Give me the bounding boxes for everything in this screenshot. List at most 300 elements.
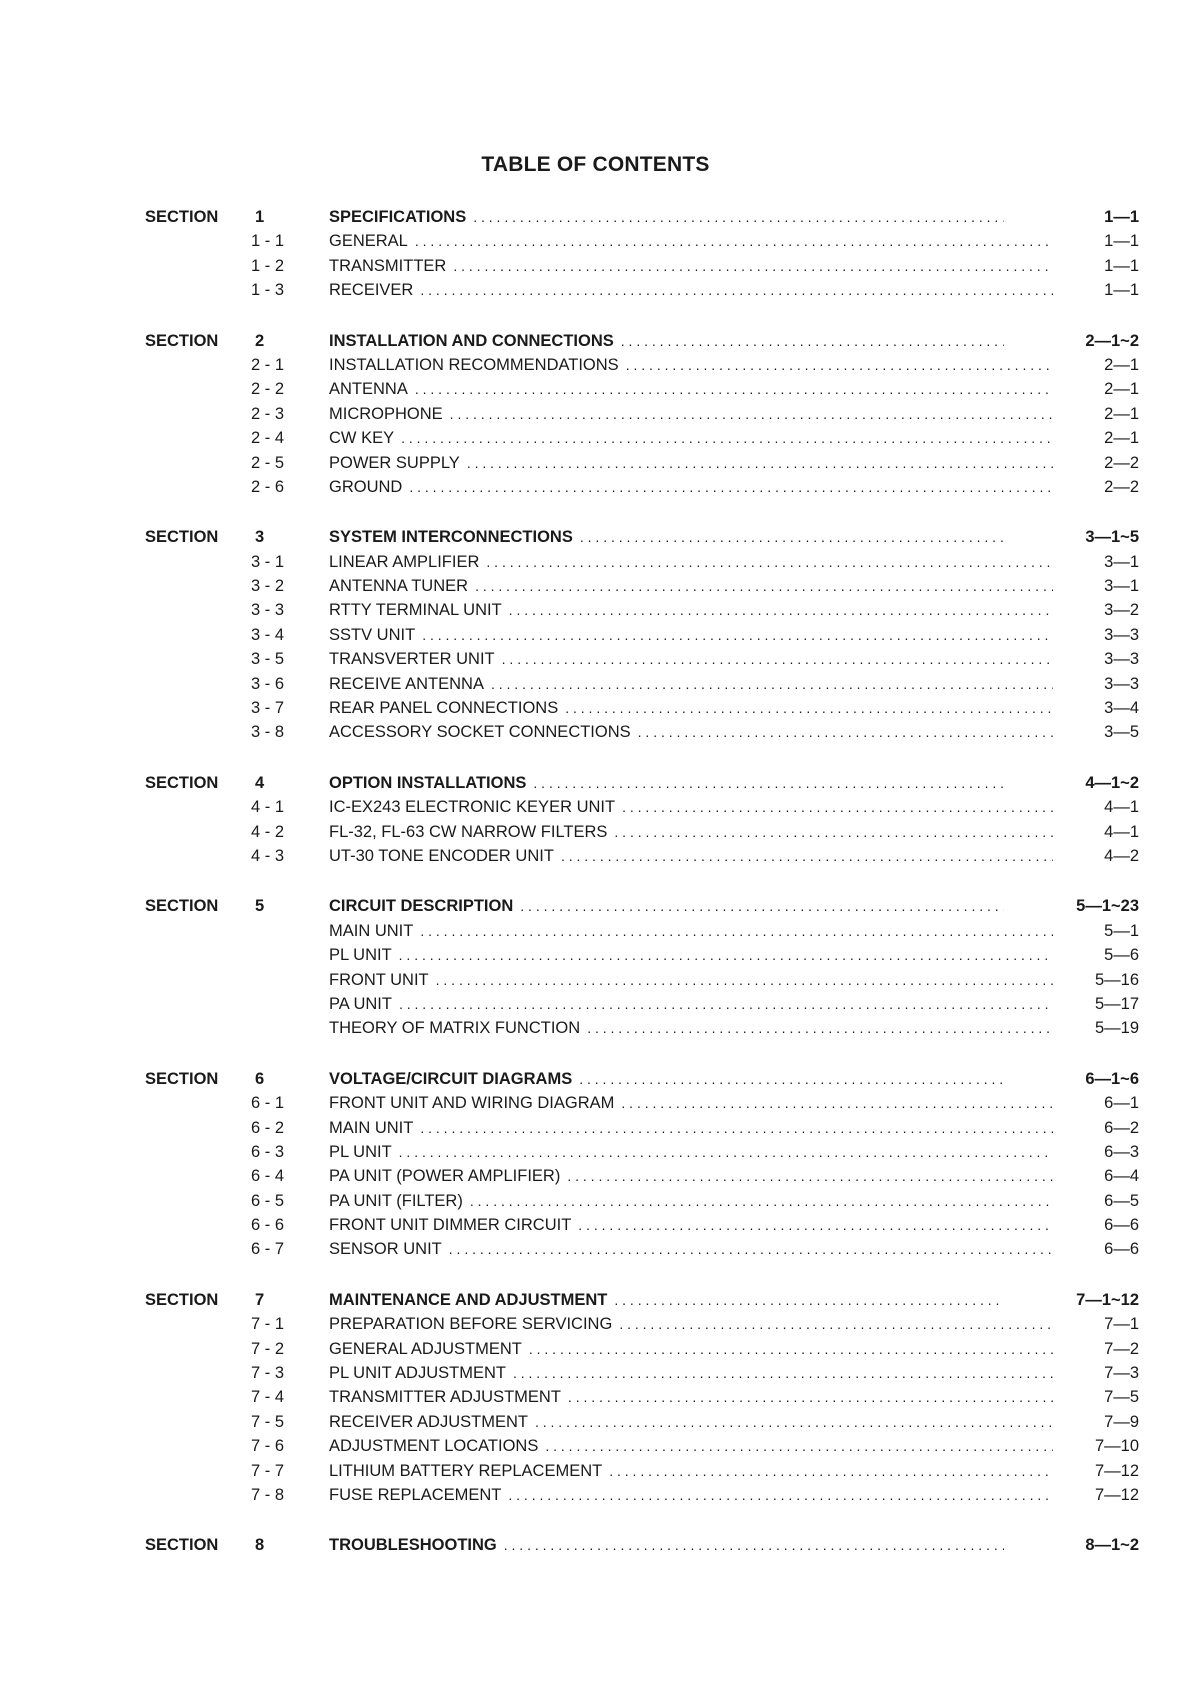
toc-entry-title: INSTALLATION AND CONNECTIONS: [329, 331, 614, 350]
toc-section-heading: [0, 205, 1191, 229]
dot-leader: [626, 353, 1053, 377]
toc-section: [0, 329, 1191, 500]
toc-entry: [329, 820, 1053, 844]
subsection-page: 7—9: [1104, 1412, 1139, 1431]
toc-subsection-row: [0, 426, 1191, 450]
dot-leader: [415, 377, 1053, 401]
dot-leader: [565, 696, 1053, 720]
toc-entry-title: FRONT UNIT DIMMER CIRCUIT: [329, 1216, 572, 1235]
toc-entry-title: RTTY TERMINAL UNIT: [329, 601, 502, 620]
subsection-number: 2 - 3: [251, 404, 285, 423]
dot-leader: [621, 329, 1004, 353]
dot-leader: [614, 1288, 1004, 1312]
toc-entry-title: CIRCUIT DESCRIPTION: [329, 897, 514, 916]
dot-leader: [580, 525, 1004, 549]
toc-entry: [329, 1337, 1053, 1361]
toc-entry: [329, 1213, 1053, 1237]
toc-section-heading: [0, 525, 1191, 549]
toc-subsection-row: [0, 919, 1191, 943]
dot-leader: [475, 574, 1053, 598]
toc-entry: [329, 1385, 1053, 1409]
subsection-page: 6—5: [1104, 1191, 1139, 1210]
subsection-number: 1 - 2: [251, 256, 285, 275]
toc-subsection-row: [0, 623, 1191, 647]
dot-leader: [415, 229, 1053, 253]
toc-entry: [329, 1091, 1053, 1115]
toc-entry: [329, 968, 1053, 992]
toc-subsection-row: [0, 1140, 1191, 1164]
subsection-number: 7 - 4: [251, 1388, 285, 1407]
toc-entry-title: FRONT UNIT AND WIRING DIAGRAM: [329, 1094, 615, 1113]
subsection-number: 3 - 4: [251, 625, 285, 644]
subsection-page: 4—2: [1104, 846, 1139, 865]
toc-subsection-row: [0, 968, 1191, 992]
section-number: 6: [255, 1069, 265, 1088]
subsection-number: 3 - 2: [251, 577, 285, 596]
toc-section-heading: [0, 1288, 1191, 1312]
subsection-number: 2 - 4: [251, 429, 285, 448]
section-number: 8: [255, 1536, 265, 1555]
section-label: SECTION: [145, 331, 219, 350]
toc-entry: [329, 229, 1053, 253]
dot-leader: [399, 943, 1053, 967]
dot-leader: [420, 919, 1053, 943]
toc-entry: [329, 771, 1004, 795]
subsection-number: 3 - 8: [251, 723, 285, 742]
toc-entry: [329, 1410, 1053, 1434]
toc-entry: [329, 426, 1053, 450]
toc-entry: [329, 574, 1053, 598]
toc-section: [0, 525, 1191, 745]
subsection-page: 3—3: [1104, 674, 1139, 693]
toc-subsection-row: [0, 647, 1191, 671]
toc-section: [0, 205, 1191, 303]
dot-leader: [491, 672, 1053, 696]
section-number: 5: [255, 897, 265, 916]
dot-leader: [638, 720, 1053, 744]
subsection-number: 2 - 2: [251, 380, 285, 399]
toc-section-heading: [0, 771, 1191, 795]
toc-entry: [329, 1237, 1053, 1261]
subsection-number: 4 - 1: [251, 798, 285, 817]
toc-entry-title: FUSE REPLACEMENT: [329, 1485, 502, 1504]
toc-subsection-row: [0, 451, 1191, 475]
dot-leader: [467, 451, 1053, 475]
toc-subsection-row: [0, 1410, 1191, 1434]
subsection-page: 2—2: [1104, 477, 1139, 496]
dot-leader: [619, 1312, 1053, 1336]
section-page-range: 7—1~12: [1076, 1290, 1139, 1309]
toc-subsection-row: [0, 229, 1191, 253]
subsection-number: 7 - 7: [251, 1461, 285, 1480]
toc-section: [0, 1067, 1191, 1262]
section-page-range: 3—1~5: [1085, 528, 1139, 547]
subsection-number: 2 - 6: [251, 477, 285, 496]
toc-subsection-row: [0, 1164, 1191, 1188]
toc-entry: [329, 1361, 1053, 1385]
subsection-number: 6 - 7: [251, 1240, 285, 1259]
toc-entry-title: REAR PANEL CONNECTIONS: [329, 699, 559, 718]
toc-entry: [329, 844, 1053, 868]
toc-section-heading: [0, 1533, 1191, 1557]
subsection-page: 2—1: [1104, 429, 1139, 448]
section-label: SECTION: [145, 1536, 219, 1555]
section-label: SECTION: [145, 897, 219, 916]
toc-entry: [329, 1459, 1053, 1483]
toc-entry: [329, 353, 1053, 377]
toc-entry: [329, 647, 1053, 671]
dot-leader: [453, 254, 1053, 278]
toc-subsection-row: [0, 598, 1191, 622]
subsection-page: 2—1: [1104, 404, 1139, 423]
toc-section: [0, 771, 1191, 869]
toc-entry-title: SENSOR UNIT: [329, 1240, 442, 1259]
subsection-page: 6—3: [1104, 1142, 1139, 1161]
toc-subsection-row: [0, 1483, 1191, 1507]
subsection-page: 6—4: [1104, 1167, 1139, 1186]
dot-leader: [529, 1337, 1053, 1361]
toc-entry: [329, 1288, 1004, 1312]
subsection-page: 3—2: [1104, 601, 1139, 620]
toc-entry: [329, 943, 1053, 967]
subsection-page: 3—1: [1104, 552, 1139, 571]
toc-section: [0, 894, 1191, 1040]
toc-entry: [329, 205, 1004, 229]
toc-entry-title: ANTENNA TUNER: [329, 577, 469, 596]
section-label: SECTION: [145, 208, 219, 226]
toc-entry-title: THEORY OF MATRIX FUNCTION: [329, 1019, 581, 1038]
toc-section: [0, 1288, 1191, 1508]
toc-entry-title: MAIN UNIT: [329, 1118, 414, 1137]
toc-subsection-row: [0, 1385, 1191, 1409]
toc-subsection-row: [0, 1434, 1191, 1458]
toc-entry: [329, 1140, 1053, 1164]
subsection-number: 2 - 5: [251, 453, 285, 472]
toc-entry: [329, 451, 1053, 475]
dot-leader: [436, 968, 1053, 992]
toc-entry-title: UT-30 TONE ENCODER UNIT: [329, 846, 554, 865]
toc-section: [0, 1533, 1191, 1557]
toc-entry-title: CW KEY: [329, 429, 395, 448]
dot-leader: [422, 623, 1053, 647]
toc-entry: [329, 475, 1053, 499]
toc-entry-title: RECEIVE ANTENNA: [329, 674, 484, 693]
subsection-page: 3—3: [1104, 625, 1139, 644]
section-number: 7: [255, 1290, 265, 1309]
subsection-number: 6 - 3: [251, 1142, 285, 1161]
dot-leader: [473, 205, 1004, 229]
subsection-number: 7 - 3: [251, 1364, 285, 1383]
subsection-number: 7 - 5: [251, 1412, 285, 1431]
section-label: SECTION: [145, 528, 219, 547]
subsection-page: 6—6: [1104, 1240, 1139, 1259]
subsection-page: 3—5: [1104, 723, 1139, 742]
section-page-range: 6—1~6: [1085, 1069, 1139, 1088]
section-number: 3: [255, 528, 265, 547]
dot-leader: [578, 1213, 1053, 1237]
subsection-number: 1 - 1: [251, 232, 285, 251]
subsection-page: 5—1: [1104, 921, 1139, 940]
dot-leader: [401, 426, 1053, 450]
toc-entry-title: GENERAL ADJUSTMENT: [329, 1339, 522, 1358]
dot-leader: [470, 1189, 1053, 1213]
toc-subsection-row: [0, 1312, 1191, 1336]
section-page-range: 2—1~2: [1085, 331, 1139, 350]
dot-leader: [399, 1140, 1053, 1164]
subsection-page: 7—2: [1104, 1339, 1139, 1358]
dot-leader: [420, 278, 1053, 302]
dot-leader: [409, 475, 1053, 499]
toc-entry-title: TRANSMITTER: [329, 256, 447, 275]
toc-section-heading: [0, 894, 1191, 918]
toc-subsection-row: [0, 1189, 1191, 1213]
toc-section-heading: [0, 1067, 1191, 1091]
toc-entry: [329, 623, 1053, 647]
toc-entry: [329, 1016, 1053, 1040]
subsection-page: 6—6: [1104, 1216, 1139, 1235]
toc-entry: [329, 1189, 1053, 1213]
toc-subsection-row: [0, 1337, 1191, 1361]
section-number: 4: [255, 773, 265, 792]
toc-subsection-row: [0, 943, 1191, 967]
toc-subsection-row: [0, 672, 1191, 696]
dot-leader: [504, 1533, 1004, 1557]
toc-subsection-row: [0, 844, 1191, 868]
toc-subsection-row: [0, 1459, 1191, 1483]
toc-entry-title: SSTV UNIT: [329, 625, 416, 644]
toc-entry: [329, 1312, 1053, 1336]
toc-entry-title: INSTALLATION RECOMMENDATIONS: [329, 355, 619, 374]
subsection-page: 1—1: [1104, 232, 1139, 251]
toc-entry-title: LITHIUM BATTERY REPLACEMENT: [329, 1461, 603, 1480]
subsection-page: 7—1: [1104, 1315, 1139, 1334]
subsection-number: 7 - 8: [251, 1485, 285, 1504]
toc-entry: [329, 278, 1053, 302]
toc-subsection-row: [0, 992, 1191, 1016]
subsection-number: 6 - 4: [251, 1167, 285, 1186]
subsection-page: 3—1: [1104, 577, 1139, 596]
toc-list: [0, 205, 1191, 1584]
subsection-page: 1—1: [1104, 256, 1139, 275]
section-page-range: 5—1~23: [1076, 897, 1139, 916]
toc-entry: [329, 1067, 1004, 1091]
section-label: SECTION: [145, 1069, 219, 1088]
toc-entry-title: PA UNIT (FILTER): [329, 1191, 463, 1210]
dot-leader: [545, 1434, 1053, 1458]
subsection-number: 3 - 3: [251, 601, 285, 620]
toc-entry: [329, 254, 1053, 278]
dot-leader: [399, 992, 1053, 1016]
toc-entry-title: MAINTENANCE AND ADJUSTMENT: [329, 1290, 608, 1309]
subsection-number: 1 - 3: [251, 281, 285, 300]
subsection-number: 3 - 7: [251, 699, 285, 718]
subsection-page: 7—12: [1094, 1461, 1139, 1480]
toc-entry-title: PL UNIT: [329, 946, 392, 965]
dot-leader: [520, 894, 1004, 918]
toc-entry: [329, 894, 1004, 918]
toc-entry-title: RECEIVER ADJUSTMENT: [329, 1412, 528, 1431]
section-page-range: 1—1: [1104, 208, 1139, 226]
toc-entry-title: TRANSMITTER ADJUSTMENT: [329, 1388, 561, 1407]
toc-subsection-row: [0, 254, 1191, 278]
toc-entry: [329, 795, 1053, 819]
subsection-number: 3 - 6: [251, 674, 285, 693]
dot-leader: [568, 1385, 1053, 1409]
subsection-page: 6—1: [1104, 1094, 1139, 1113]
toc-entry-title: PL UNIT ADJUSTMENT: [329, 1364, 506, 1383]
toc-entry-title: MICROPHONE: [329, 404, 443, 423]
subsection-page: 3—4: [1104, 699, 1139, 718]
dot-leader: [561, 844, 1053, 868]
dot-leader: [502, 647, 1053, 671]
toc-entry: [329, 1164, 1053, 1188]
dot-leader: [621, 1091, 1053, 1115]
dot-leader: [513, 1361, 1053, 1385]
subsection-page: 5—19: [1094, 1019, 1139, 1038]
toc-subsection-row: [0, 574, 1191, 598]
subsection-number: 7 - 6: [251, 1437, 285, 1456]
subsection-page: 4—1: [1104, 822, 1139, 841]
subsection-number: 6 - 2: [251, 1118, 285, 1137]
toc-subsection-row: [0, 550, 1191, 574]
subsection-page: 7—3: [1104, 1364, 1139, 1383]
subsection-number: 6 - 1: [251, 1094, 285, 1113]
toc-entry-title: TROUBLESHOOTING: [329, 1536, 497, 1555]
section-label: SECTION: [145, 1290, 219, 1309]
page-title: TABLE OF CONTENTS: [481, 153, 710, 176]
section-number: 2: [255, 331, 265, 350]
toc-entry: [329, 672, 1053, 696]
toc-entry: [329, 1533, 1004, 1557]
toc-entry-title: FRONT UNIT: [329, 970, 429, 989]
dot-leader: [533, 771, 1004, 795]
toc-entry-title: PA UNIT: [329, 994, 392, 1013]
toc-entry-title: PA UNIT (POWER AMPLIFIER): [329, 1167, 561, 1186]
toc-entry-title: TRANSVERTER UNIT: [329, 650, 495, 669]
dot-leader: [622, 795, 1053, 819]
dot-leader: [486, 550, 1053, 574]
dot-leader: [535, 1410, 1053, 1434]
toc-subsection-row: [0, 820, 1191, 844]
toc-subsection-row: [0, 475, 1191, 499]
subsection-number: 6 - 5: [251, 1191, 285, 1210]
subsection-number: 7 - 1: [251, 1315, 285, 1334]
toc-entry-title: GENERAL: [329, 232, 408, 251]
subsection-number: 3 - 1: [251, 552, 285, 571]
subsection-number: 4 - 2: [251, 822, 285, 841]
subsection-page: 7—5: [1104, 1388, 1139, 1407]
toc-subsection-row: [0, 1361, 1191, 1385]
subsection-page: 2—2: [1104, 453, 1139, 472]
toc-entry-title: ANTENNA: [329, 380, 408, 399]
section-label: SECTION: [145, 773, 219, 792]
toc-entry: [329, 1434, 1053, 1458]
toc-entry-title: OPTION INSTALLATIONS: [329, 773, 527, 792]
toc-subsection-row: [0, 1116, 1191, 1140]
toc-subsection-row: [0, 1091, 1191, 1115]
toc-entry: [329, 377, 1053, 401]
subsection-number: 3 - 5: [251, 650, 285, 669]
toc-entry: [329, 720, 1053, 744]
toc-subsection-row: [0, 795, 1191, 819]
dot-leader: [587, 1016, 1053, 1040]
subsection-page: 5—6: [1104, 946, 1139, 965]
toc-subsection-row: [0, 1016, 1191, 1040]
subsection-page: 5—16: [1094, 970, 1139, 989]
subsection-page: 6—2: [1104, 1118, 1139, 1137]
toc-section-heading: [0, 329, 1191, 353]
toc-entry-title: FL-32, FL-63 CW NARROW FILTERS: [329, 822, 608, 841]
toc-entry-title: SYSTEM INTERCONNECTIONS: [329, 528, 573, 547]
toc-entry-title: LINEAR AMPLIFIER: [329, 552, 480, 571]
toc-subsection-row: [0, 278, 1191, 302]
subsection-number: 2 - 1: [251, 355, 285, 374]
toc-entry: [329, 992, 1053, 1016]
dot-leader: [614, 820, 1053, 844]
toc-entry-title: GROUND: [329, 477, 403, 496]
subsection-number: 6 - 6: [251, 1216, 285, 1235]
toc-entry-title: POWER SUPPLY: [329, 453, 460, 472]
toc-entry: [329, 525, 1004, 549]
subsection-page: 7—12: [1094, 1485, 1139, 1504]
toc-entry-title: IC-EX243 ELECTRONIC KEYER UNIT: [329, 798, 616, 817]
toc-subsection-row: [0, 1237, 1191, 1261]
dot-leader: [579, 1067, 1004, 1091]
toc-entry-title: ADJUSTMENT LOCATIONS: [329, 1437, 539, 1456]
subsection-page: 2—1: [1104, 355, 1139, 374]
toc-subsection-row: [0, 1213, 1191, 1237]
toc-entry-title: MAIN UNIT: [329, 921, 414, 940]
toc-entry-title: PL UNIT: [329, 1142, 392, 1161]
toc-entry: [329, 598, 1053, 622]
section-page-range: 8—1~2: [1085, 1536, 1139, 1555]
dot-leader: [420, 1116, 1053, 1140]
dot-leader: [609, 1459, 1053, 1483]
dot-leader: [567, 1164, 1053, 1188]
toc-subsection-row: [0, 353, 1191, 377]
subsection-page: 7—10: [1094, 1437, 1139, 1456]
dot-leader: [508, 1483, 1053, 1507]
toc-subsection-row: [0, 377, 1191, 401]
toc-entry: [329, 1483, 1053, 1507]
toc-subsection-row: [0, 402, 1191, 426]
subsection-page: 3—3: [1104, 650, 1139, 669]
section-page-range: 4—1~2: [1085, 773, 1139, 792]
subsection-page: 4—1: [1104, 798, 1139, 817]
toc-entry: [329, 402, 1053, 426]
toc-entry-title: SPECIFICATIONS: [329, 208, 467, 226]
subsection-page: 2—1: [1104, 380, 1139, 399]
subsection-number: 4 - 3: [251, 846, 285, 865]
toc-entry-title: PREPARATION BEFORE SERVICING: [329, 1315, 613, 1334]
toc-entry-title: ACCESSORY SOCKET CONNECTIONS: [329, 723, 631, 742]
toc-entry: [329, 696, 1053, 720]
toc-entry-title: RECEIVER: [329, 281, 414, 300]
toc-entry: [329, 1116, 1053, 1140]
toc-entry-title: VOLTAGE/CIRCUIT DIAGRAMS: [329, 1069, 573, 1088]
subsection-number: 7 - 2: [251, 1339, 285, 1358]
toc-entry: [329, 550, 1053, 574]
subsection-page: 5—17: [1094, 994, 1139, 1013]
dot-leader: [450, 402, 1053, 426]
toc-subsection-row: [0, 696, 1191, 720]
section-number: 1: [255, 208, 265, 226]
toc-entry: [329, 919, 1053, 943]
toc-subsection-row: [0, 720, 1191, 744]
subsection-page: 1—1: [1104, 281, 1139, 300]
toc-entry: [329, 329, 1004, 353]
dot-leader: [449, 1237, 1053, 1261]
